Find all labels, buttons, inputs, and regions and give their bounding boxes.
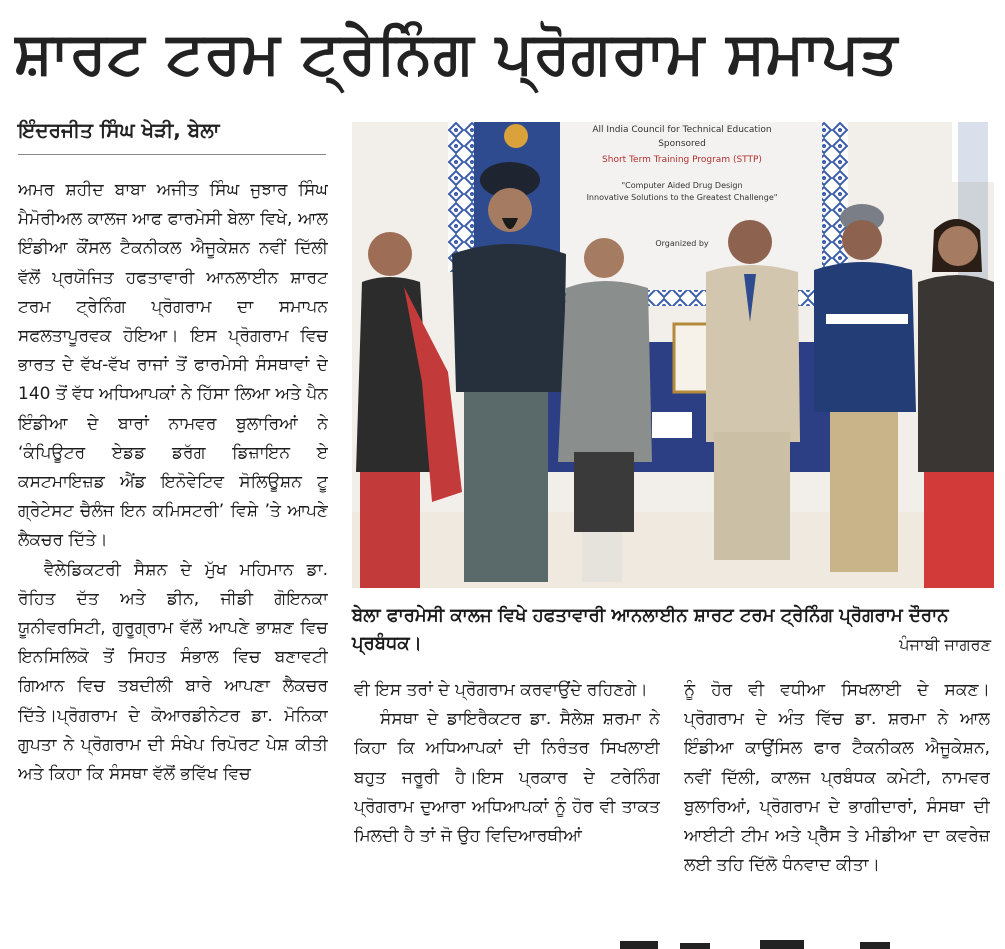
article-paragraph: ਵੈਲੇਡਿਕਟਰੀ ਸੈਸ਼ਨ ਦੇ ਮੁੱਖ ਮਹਿਮਾਨ ਡਾ. ਰੋਹਿਤ ਦੱਤ ਅਤੇ ਡੀਨ, ਜੀਡੀ ਗੋਇਨਕਾ ਯੂਨੀਵਰਸਿਟੀ, ਗੁਰੂਗ੍ਰਾਮ ਵੱਲੋਂ ਆਪਣੇ ਭਾਸ਼ਣ ਵਿਚ ਇਨਸਿਲਿਕੋ ਤੋਂ ਸਿਹਤ ਸੰਭਾਲ ਵਿਚ ਬਣਾਵਟੀ ਗਿਆਨ ਵਿਚ ਤਬਦੀਲੀ ਬਾਰੇ ਆਪਣਾ ਲੈਕਚਰ ਦਿੱਤੇ।ਪ੍ਰੋਗਰਾਮ ਦੇ ਕੋਆਰਡੀਨੇਟਰ ਡਾ. ਮੋਨਿਕਾ ਗੁਪਤਾ ਨੇ ਪ੍ਰੋਗਰਾਮ ਦੀ ਸੰਖੇਪ ਰਿਪੋਰਟ ਪੇਸ਼ ਕੀਤੀ ਅਤੇ ਕਿਹਾ ਕਿ ਸੰਸਥਾ ਵੱਲੋਂ ਭਵਿੱਖ ਵਿਚ bbox=[18, 559, 328, 785]
article-paragraph: ਸੰਸਥਾ ਦੇ ਡਾਇਰੈਕਟਰ ਡਾ. ਸੈਲੇਸ਼ ਸ਼ਰਮਾ ਨੇ ਕਿਹਾ ਕਿ ਅਧਿਆਪਕਾਂ ਦੀ ਨਿਰੰਤਰ ਸਿਖਲਾਈ ਬਹੁਤ ਜਰੂਰੀ ਹੈ।ਇਸ ਪ੍ਰਕਾਰ ਦੇ ਟਰੇਨਿੰਗ ਪ੍ਰੋਗਰਾਮ ਦੁਆਰਾ ਅਧਿਆਪਕਾਂ ਨੂੰ ਹੋਰ ਵੀ ਤਾਕਤ ਮਿਲਦੀ ਹੈ ਤਾਂ ਜੋ ਉਹ ਵਿਦਿਆਰਥੀਆਂ bbox=[354, 709, 660, 847]
article-column-1 bbox=[18, 176, 328, 921]
article-paragraph: ਨੂੰ ਹੋਰ ਵੀ ਵਧੀਆ ਸਿਖਲਾਈ ਦੇ ਸਕਣ। ਪ੍ਰੋਗਰਾਮ ਦੇ ਅੰਤ ਵਿੱਚ ਡਾ. ਸ਼ਰਮਾ ਨੇ ਆਲ ਇੰਡੀਆ ਕਾਉਂਸਿਲ ਫਾਰ ਟੈਕਨੀਕਲ ਐਜੂਕੇਸ਼ਨ, ਨਵੀਂ ਦਿੱਲੀ, ਕਾਲਜ ਪ੍ਰਬੰਧਕ ਕਮੇਟੀ, ਨਾਮਵਰ ਬੁਲਾਰਿਆਂ, ਪ੍ਰੋਗਰਾਮ ਦੇ ਭਾਗੀਦਾਰਾਂ, ਸੰਸਥਾ ਦੀ ਆਈਟੀ ਟੀਮ ਅਤੇ ਪ੍ਰੈੱਸ ਤੇ ਮੀਡੀਆ ਦਾ ਕਵਰੇਜ਼ ਲਈ ਤਹਿ ਦਿੱਲੋ ਧੰਨਵਾਦ ਕੀਤਾ। bbox=[684, 680, 990, 876]
banner-line: Organized by bbox=[655, 239, 709, 248]
byline-divider bbox=[18, 154, 326, 155]
next-article-cut-off bbox=[610, 936, 910, 949]
banner-line: Short Term Training Program (STTP) bbox=[602, 155, 762, 165]
event-photo bbox=[352, 122, 994, 588]
banner-line: "Computer Aided Drug Design bbox=[621, 181, 743, 190]
banner-line: Innovative Solutions to the Greatest Challenge" bbox=[586, 193, 778, 202]
article-paragraph: ਅਮਰ ਸ਼ਹੀਦ ਬਾਬਾ ਅਜੀਤ ਸਿੰਘ ਜੁਝਾਰ ਸਿੰਘ ਮੈਮੋਰੀਅਲ ਕਾਲਜ ਆਫ ਫਾਰਮੇਸੀ ਬੇਲਾ ਵਿਖੇ, ਆਲ ਇੰਡੀਆ ਕੌਂਸਲ ਟੈਕਨੀਕਲ ਐਜੂਕੇਸ਼ਨ ਨਵੀਂ ਦਿੱਲੀ ਵੱਲੋਂ ਪ੍ਰਯੋਜਿਤ ਹਫਤਾਵਾਰੀ ਆਨਲਾਈਨ ਸ਼ਾਰਟ ਟਰਮ ਟ੍ਰੇਨਿੰਗ ਪ੍ਰੋਗਰਾਮ ਦਾ ਸਮਾਪਨ ਸਫਲਤਾਪੂਰਵਕ ਹੋਇਆ। ਇਸ ਪ੍ਰੋਗਰਾਮ ਵਿਚ ਭਾਰਤ ਦੇ ਵੱਖ-ਵੱਖ ਰਾਜਾਂ ਤੋਂ ਫਾਰਮੇਸੀ ਸੰਸਥਾਵਾਂ ਦੇ 140 ਤੋਂ ਵੱਧ ਅਧਿਆਪਕਾਂ ਨੇ ਹਿੱਸਾ ਲਿਆ ਅਤੇ ਪੈਨ ਇੰਡੀਆ ਦੇ ਬਾਰਾਂ ਨਾਮਵਰ ਬੁਲਾਰਿਆਂ ਨੇ ‘ਕੰਪਿਊਟਰ ਏਡਡ ਡਰੱਗ ਡਿਜ਼ਾਇਨ ਏ ਕਸਟਮਾਇਜ਼ਡ ਐਂਡ ਇਨੋਵੇਟਿਵ ਸੋਲਿਊਸ਼ਨ ਟੂ ਗ੍ਰੇਟੇਸਟ ਚੈਲੰਜ ਇਨ ਕਮਿਸਟਰੀ’ ਵਿਸ਼ੇ ’ਤੇ ਆਪਣੇ ਲੈਕਚਰ ਦਿੱਤੇ। bbox=[18, 180, 328, 551]
banner-line: Sponsored bbox=[658, 139, 706, 149]
byline: ਇੰਦਰਜੀਤ ਸਿੰਘ ਖੇੜੀ, ਬੇਲਾ bbox=[18, 118, 220, 142]
banner-line: All India Council for Technical Education bbox=[592, 125, 772, 135]
headline: ਸ਼ਾਰਟ ਟਰਮ ਟ੍ਰੇਨਿੰਗ ਪ੍ਰੋਗਰਾਮ ਸਮਾਪਤ bbox=[14, 19, 899, 87]
photo-credit: ਪੰਜਾਬੀ ਜਾਗਰਣ bbox=[899, 635, 991, 654]
photo-caption: ਬੇਲਾ ਫਾਰਮੇਸੀ ਕਾਲਜ ਵਿਖੇ ਹਫਤਾਵਾਰੀ ਆਨਲਾਈਨ ਸ਼ਾਰਟ ਟਰਮ ਟ੍ਰੇਨਿੰਗ ਪ੍ਰੋਗਰਾਮ ਦੌਰਾਨ ਪ੍ਰਬੰਧਕ। bbox=[352, 605, 949, 654]
event-photo-illustration bbox=[352, 122, 994, 588]
article-column-2 bbox=[354, 676, 660, 926]
next-headline-fragment bbox=[610, 938, 910, 949]
person-man-suit bbox=[706, 220, 800, 560]
article-column-3 bbox=[684, 676, 990, 926]
podium-sign bbox=[652, 412, 692, 438]
logo-emblem bbox=[504, 124, 528, 148]
article-paragraph: ਵੀ ਇਸ ਤਰਾਂ ਦੇ ਪ੍ਰੋਗਰਾਮ ਕਰਵਾਉਂਦੇ ਰਹਿਣਗੇ। bbox=[354, 680, 648, 700]
